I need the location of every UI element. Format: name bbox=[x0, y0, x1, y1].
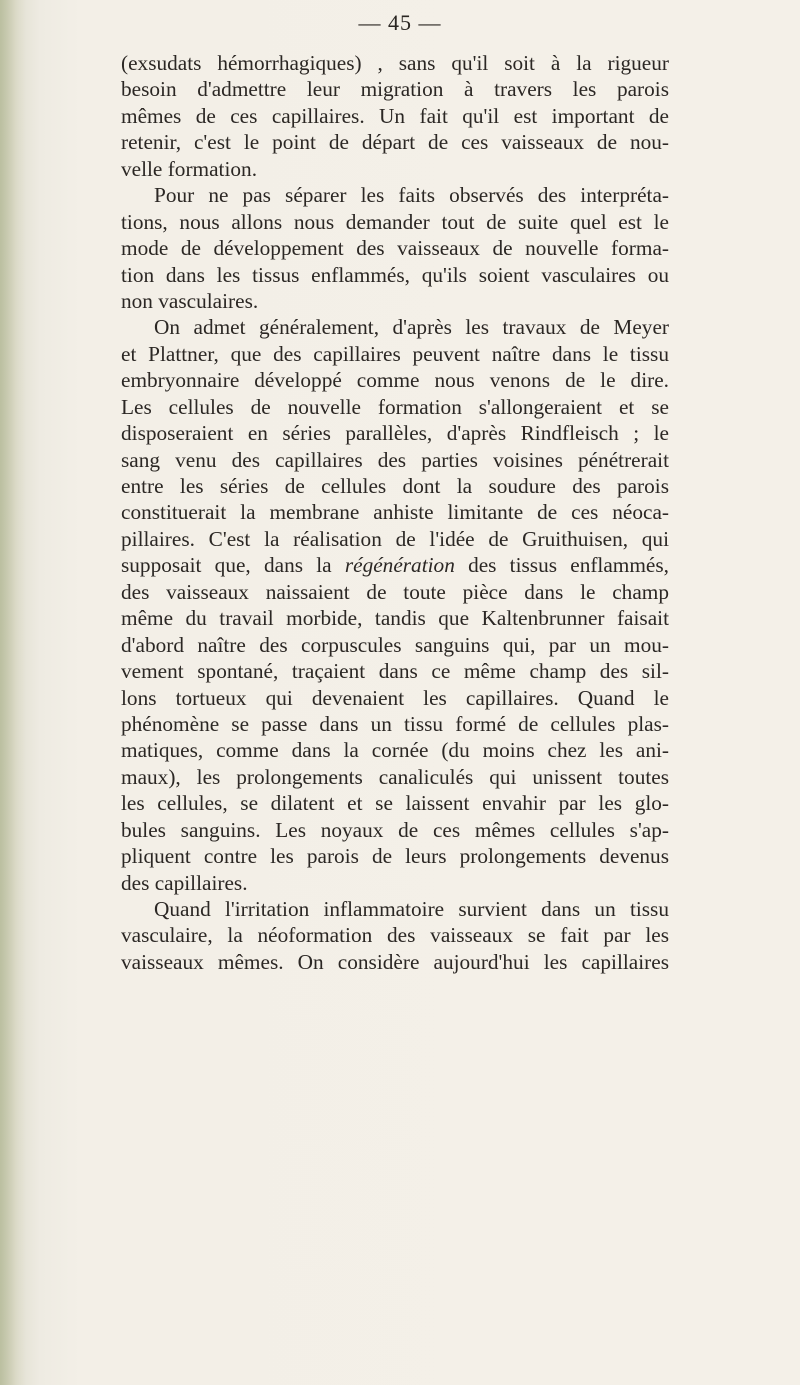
text-line: même du travail morbide, tandis que Kaltenbrunner faisait bbox=[121, 606, 669, 631]
text-line-with-italic bbox=[121, 552, 669, 578]
text-line: vasculaire, la néoformation des vaisseaux se fait par les bbox=[121, 923, 669, 948]
text-line: disposeraient en séries parallèles, d'après Rindfleisch ; le bbox=[121, 421, 669, 446]
text-line: (exsudats hémorrhagiques) , sans qu'il soit à la rigueur bbox=[121, 51, 669, 75]
text-fragment: des tissus enflammés, bbox=[454, 553, 670, 578]
text-line: des vaisseaux naissaient de toute pièce dans le champ bbox=[121, 579, 669, 604]
text-line: tions, nous allons nous demander tout de suite quel est le bbox=[121, 209, 669, 234]
page-edge-shadow bbox=[0, 0, 26, 1385]
text-line: retenir, c'est le point de départ de ces vaisseaux de nou- bbox=[121, 130, 669, 155]
text-line: Pour ne pas séparer les faits observés des interpréta- bbox=[154, 183, 669, 208]
text-line: tion dans les tissus enflammés, qu'ils soient vasculaires ou bbox=[121, 262, 669, 287]
text-line: et Plattner, que des capillaires peuvent naître dans le tissu bbox=[121, 341, 669, 366]
text-line: bules sanguins. Les noyaux de ces mêmes cellules s'ap- bbox=[121, 817, 669, 842]
page-number: — 45 — bbox=[358, 10, 442, 35]
text-line: mêmes de ces capillaires. Un fait qu'il est important de bbox=[121, 103, 669, 128]
text-line: sang venu des capillaires des parties voisines pénétrerait bbox=[121, 447, 669, 472]
text-line: phénomène se passe dans un tissu formé de cellules plas- bbox=[121, 711, 669, 736]
text-line: lons tortueux qui devenaient les capillaires. Quand le bbox=[121, 685, 669, 710]
text-line: pliquent contre les parois de leurs prolongements devenus bbox=[121, 844, 669, 869]
italic-term: régénération bbox=[344, 553, 455, 578]
text-line: matiques, comme dans la cornée (du moins chez les ani- bbox=[121, 738, 669, 763]
text-line: constituerait la membrane anhiste limitante de ces néoca- bbox=[121, 500, 669, 525]
text-line: vement spontané, traçaient dans ce même champ des sil- bbox=[121, 659, 669, 684]
text-line: On admet généralement, d'après les travaux de Meyer bbox=[154, 315, 669, 340]
text-line: besoin d'admettre leur migration à travers les parois bbox=[121, 77, 669, 102]
text-line: les cellules, se dilatent et se laissent envahir par les glo- bbox=[121, 791, 669, 816]
text-line: d'abord naître des corpuscules sanguins qui, par un mou- bbox=[121, 632, 669, 657]
text-line: vaisseaux mêmes. On considère aujourd'hui les capillaires bbox=[121, 949, 669, 974]
text-line: mode de développement des vaisseaux de nouvelle forma- bbox=[121, 236, 669, 261]
body-text bbox=[121, 50, 669, 975]
text-line: Quand l'irritation inflammatoire survient dans un tissu bbox=[154, 897, 669, 921]
text-line: maux), les prolongements canaliculés qui unissent toutes bbox=[121, 764, 669, 789]
text-line: velle formation. bbox=[121, 156, 258, 181]
text-line: Les cellules de nouvelle formation s'allongeraient et se bbox=[121, 394, 669, 419]
text-line: embryonnaire développé comme nous venons de le dire. bbox=[121, 368, 669, 393]
text-fragment: supposait que, dans la bbox=[121, 553, 345, 578]
text-line: pillaires. C'est la réalisation de l'idée de Gruithuisen, qui bbox=[121, 526, 669, 551]
text-line: entre les séries de cellules dont la soudure des parois bbox=[121, 474, 669, 498]
text-line: non vasculaires. bbox=[121, 288, 259, 313]
text-line: des capillaires. bbox=[121, 870, 248, 895]
